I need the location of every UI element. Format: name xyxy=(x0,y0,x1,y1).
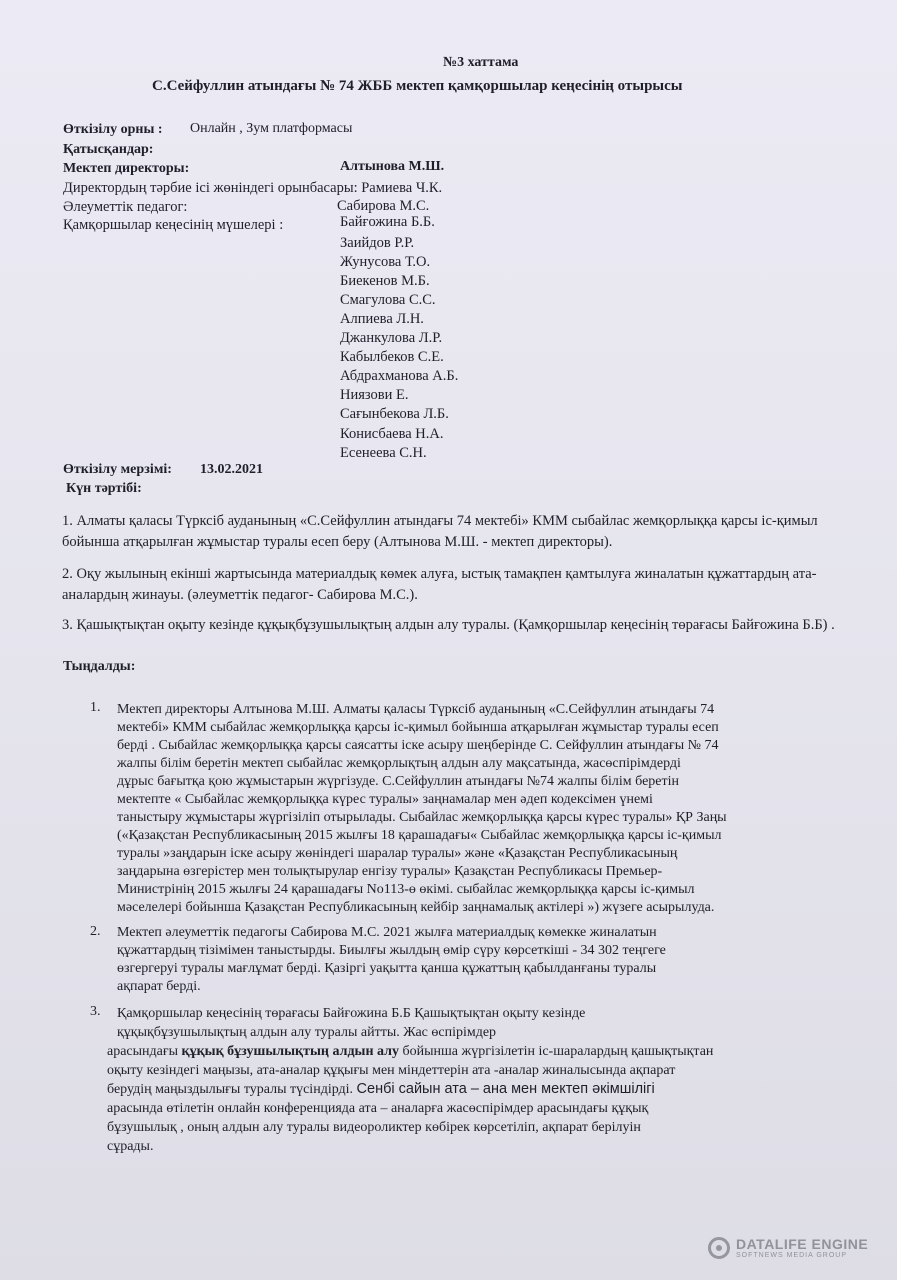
board-member: Сағынбекова Л.Б. xyxy=(340,406,449,422)
heard-item-number: 1. xyxy=(90,700,101,715)
agenda-item: 2. Оқу жылының екінші жартысында материалдық көмек алуға, ыстық тамақпен қамтылуға жиналатын құжаттардың ата-аналардың жинауы. (әлеуметтік педагог- Сабирова М.С.). xyxy=(62,566,817,603)
board-member: Смагулова С.С. xyxy=(340,292,436,308)
text-line: бұзушылық , оның алдын алу туралы видеороликтер көбірек көрсетіліп, ақпарат берілуін xyxy=(107,1120,641,1135)
text-line xyxy=(107,1080,713,1099)
text-line: Министрінің 2015 жылғы 24 қарашадағы No113-ө өкімі. сыбайлас жемқорлыққа қарсы іс-қимыл xyxy=(117,882,695,897)
agenda-item: 1. Алматы қаласы Түрксіб ауданының «С.Сейфуллин атындағы 74 мектебі» КММ сыбайлас жемқорлыққа қарсы іс-қимыл бойынша атқарылған жұмыстар туралы есеп беру (Алтынова М.Ш. - мектеп директоры). xyxy=(62,513,818,550)
board-member: Конисбаева Н.А. xyxy=(340,426,444,442)
venue-label: Өткізілу орны : xyxy=(63,122,163,137)
heard-item-number: 2. xyxy=(90,924,101,939)
text-line xyxy=(107,1042,713,1061)
board-member: Биекенов М.Б. xyxy=(340,273,430,289)
text-line: мектебі» КММ сыбайлас жемқорлыққа қарсы іс-қимыл бойынша атқарылған жұмыстар туралы есеп xyxy=(117,720,719,735)
text-segment: жасөспірімдер арасындағы құқық xyxy=(446,1101,649,1116)
watermark-title: DATALIFE ENGINE xyxy=(736,1236,869,1252)
text-line: өзгергеруі туралы мағлұмат берді. Қазіргі уақытта қанша құжаттың қабылданғаны туралы xyxy=(117,961,657,976)
text-line: Мектеп әлеуметтік педагогы Сабирова М.С. 2021 жылға материалдық көмекке жиналатын xyxy=(117,925,657,940)
text-segment: арасындағы xyxy=(107,1044,179,1059)
board-member: Абдрахманова А.Б. xyxy=(340,368,459,384)
text-line: туралы »заңдарын іске асыру жөніндегі шаралар туралы» және «Қазақстан Республикасының xyxy=(117,846,678,861)
text-line xyxy=(107,1099,713,1118)
text-line: мектепте « Сыбайлас жемқорлыққа күрес туралы» заңнамалар мен әдеп кодексімен үнемі xyxy=(117,792,653,807)
text-line: құқықбұзушылықтың алдын алу туралы айтты. Жас өспірімдер xyxy=(117,1025,497,1040)
heard-item-3 xyxy=(107,1004,714,1156)
date-label: Өткізілу мерзімі: xyxy=(63,462,172,477)
text-line: таныстыру жұмыстары жүргізіліп отырылады. Сыбайлас жемқорлыққа қарсы күрес туралы» ҚР Заңы xyxy=(117,810,727,825)
datalife-watermark xyxy=(708,1236,868,1259)
board-member: Жунусова Т.О. xyxy=(340,254,431,270)
director-label: Мектеп директоры: xyxy=(63,161,190,176)
board-label: Қамқоршылар кеңесінің мүшелері : xyxy=(63,217,284,233)
board-member: Джанкулова Л.Р. xyxy=(340,330,443,346)
board-member: Ниязови Е. xyxy=(340,387,409,403)
board-member: Алпиева Л.Н. xyxy=(340,311,424,327)
text-line: құжаттардың тізімімен таныстырды. Биылғы жылдың өмір сүру көрсеткіші - 34 302 теңгеге xyxy=(117,943,666,958)
text-line: Мектеп директоры Алтынова М.Ш. Алматы қаласы Түрксіб ауданының «С.Сейфуллин атындағы 74 xyxy=(117,702,715,717)
participants-label: Қатысқандар: xyxy=(63,142,154,157)
text-segment: берудің маңыздылығы туралы түсіндірді. xyxy=(107,1082,354,1097)
board-member: Кабылбеков С.Е. xyxy=(340,349,444,365)
text-segment: арасында өтілетін онлайн конференцияда ата – аналарға xyxy=(107,1101,444,1116)
heard-item-1 xyxy=(117,701,727,917)
board-member: Есенеева С.Н. xyxy=(340,445,427,461)
director-name: Алтынова М.Ш. xyxy=(340,159,445,174)
emphasis-text: құқық бұзушылықтың алдын алу xyxy=(181,1044,400,1059)
protocol-title: С.Сейфуллин атындағы № 74 ЖББ мектеп қамқоршылар кеңесінің отырысы xyxy=(152,78,683,94)
deputy-line: Директордың тәрбие ісі жөніндегі орынбасары: Рамиева Ч.К. xyxy=(63,180,443,196)
datalife-logo-icon xyxy=(708,1237,730,1259)
venue-value: Онлайн , Зум платформасы xyxy=(190,121,353,136)
heard-label: Тыңдалды: xyxy=(63,659,136,674)
protocol-number: №3 хаттама xyxy=(443,55,519,70)
heard-item-number: 3. xyxy=(90,1004,101,1019)
heard-item-2 xyxy=(117,924,666,996)
watermark-subtitle: SOFTNEWS MEDIA GROUP xyxy=(736,1252,848,1259)
social-pedagogue-label: Әлеуметтік педагог: xyxy=(63,199,188,215)
text-line: Қамқоршылар кеңесінің төрағасы Байғожина Б.Б Қашықтықтан оқыту кезінде xyxy=(117,1006,586,1021)
agenda-label: Күн тәртібі: xyxy=(66,481,142,496)
text-line: оқыту кезіндегі маңызы, ата-аналар құқығы мен міндеттерін ата -аналар жиналысында ақпарат xyxy=(107,1063,676,1078)
text-line: дұрыс бағытқа қою жұмыстарын жүргізуде. С.Сейфуллин атындағы №74 жалпы білім беретін xyxy=(117,774,680,789)
board-member: Заийдов Р.Р. xyxy=(340,235,415,251)
text-line: мәселелері бойынша Қазақстан Республикасының кейбір заңнамалық актілері ») жүзеге асырылуда. xyxy=(117,900,715,915)
text-line: сұрады. xyxy=(107,1139,154,1154)
social-pedagogue-name: Сабирова М.С. xyxy=(337,198,430,214)
text-segment: Сенбі сайын ата – ана мен мектеп әкімшілігі xyxy=(356,1081,655,1097)
date-value: 13.02.2021 xyxy=(200,462,263,477)
text-line: ақпарат берді. xyxy=(117,979,201,994)
text-line: берді . Сыбайлас жемқорлыққа қарсы саясатты іске асыру шеңберінде С. Сейфуллин атындағы № 74 xyxy=(117,738,719,753)
agenda-item: 3. Қашықтықтан оқыту кезінде құқықбұзушылықтың алдын алу туралы. (Қамқоршылар кеңесінің төрағасы Байғожина Б.Б) . xyxy=(62,617,835,633)
text-line: («Қазақстан Республикасының 2015 жылғы 18 қарашадағы« Сыбайлас жемқорлыққа қарсы іс-қимыл xyxy=(117,828,722,843)
board-member: Байғожина Б.Б. xyxy=(340,214,435,230)
text-segment: бойынша жүргізілетін іс-шаралардың қашықтықтан xyxy=(402,1044,714,1059)
text-line: жалпы білім беретін мектеп сыбайлас жемқорлықтың алдын алу мақсатында, жасөспірімдерді xyxy=(117,756,681,771)
text-line: заңдарына өзгерістер мен толықтырулар енгізу туралы» Қазақстан Республикасы Премьер- xyxy=(117,864,663,879)
